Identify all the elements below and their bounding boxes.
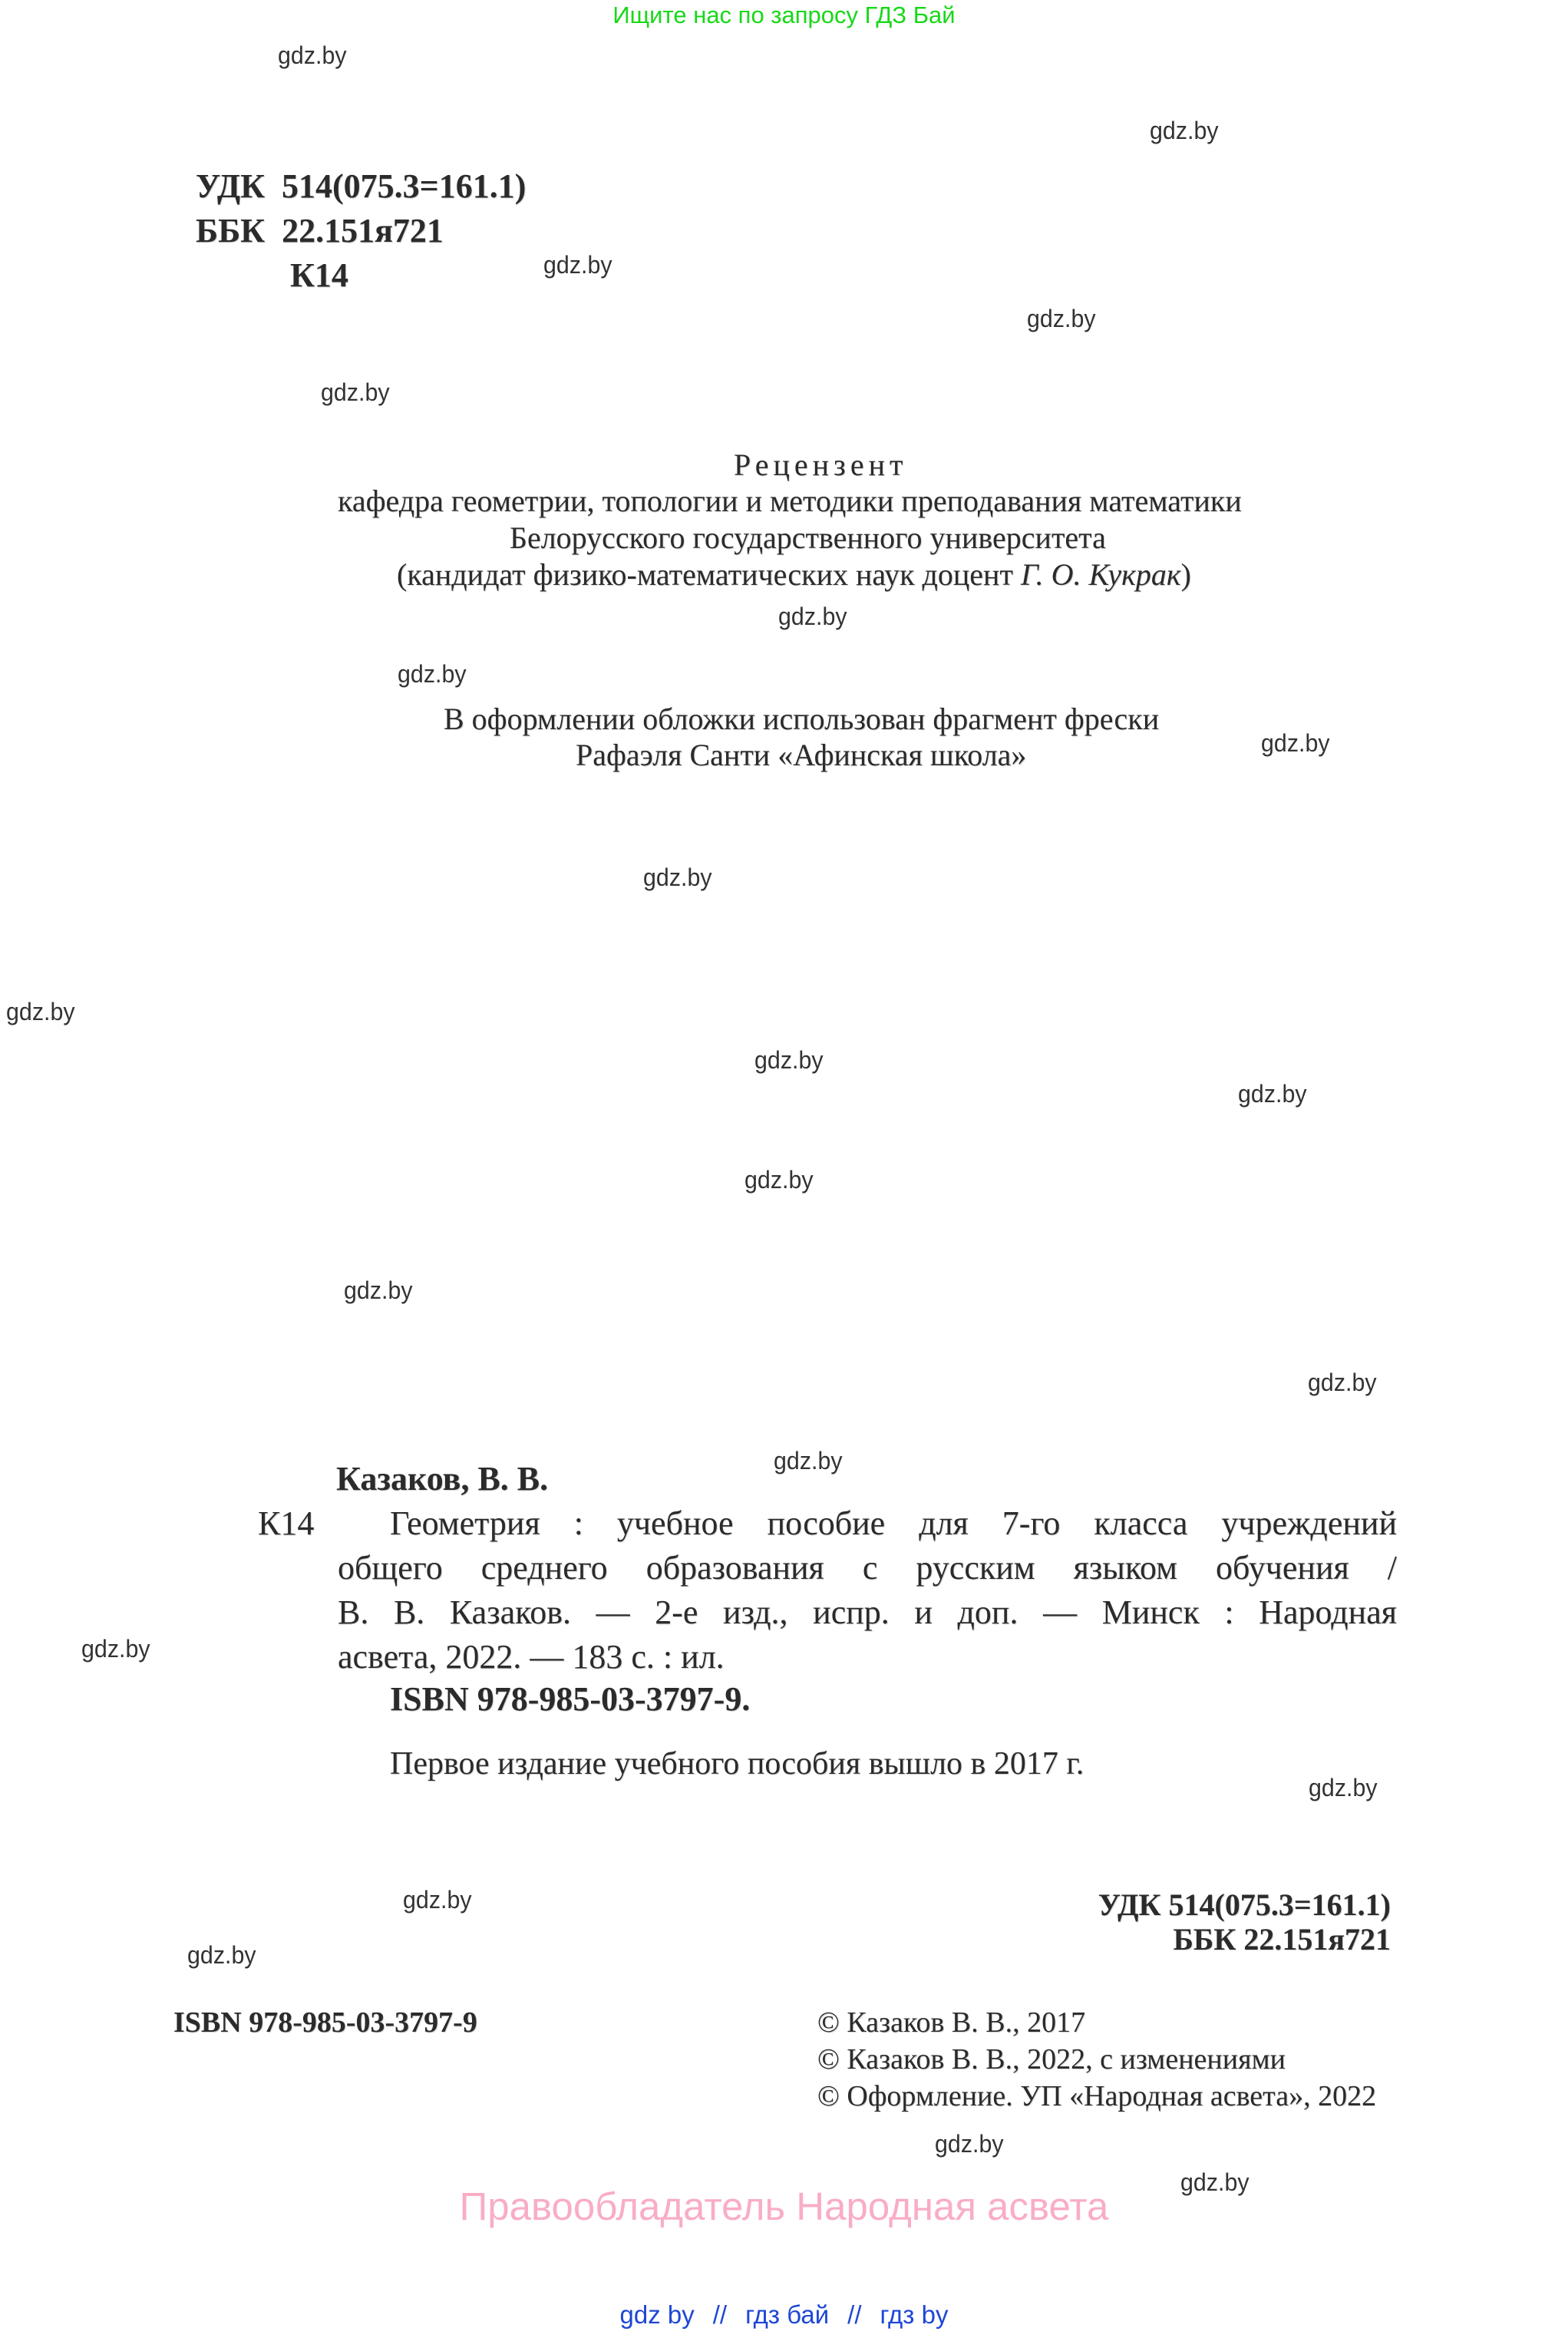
reviewer-line-1: кафедра геометрии, топологии и методики преподавания математики bbox=[338, 484, 1242, 518]
bibliography-line-1: Геометрия : учебное пособие для 7-го класса учреждений bbox=[390, 1504, 1397, 1542]
watermark: gdz.by bbox=[398, 660, 467, 688]
watermark: gdz.by bbox=[403, 1886, 472, 1914]
watermark: gdz.by bbox=[6, 998, 75, 1025]
rights-holder-banner: Правообладатель Народная асвета bbox=[459, 2184, 1109, 2228]
first-edition-note: Первое издание учебного пособия вышло в 2017 г. bbox=[390, 1746, 1084, 1782]
watermark: gdz.by bbox=[1308, 1369, 1377, 1396]
watermark: gdz.by bbox=[1238, 1080, 1307, 1108]
watermark: gdz.by bbox=[321, 378, 390, 406]
watermark: gdz.by bbox=[278, 41, 347, 69]
bibliography-line-4: асвета, 2022. — 183 с. : ил. bbox=[338, 1638, 725, 1676]
isbn-bottom: ISBN 978-985-03-3797-9 bbox=[173, 2006, 477, 2039]
udk-code-top: УДК 514(075.3=161.1) bbox=[196, 167, 527, 205]
copyright-line-1: © Казаков В. В., 2017 bbox=[817, 2006, 1086, 2039]
watermark: gdz.by bbox=[935, 2130, 1004, 2158]
bibliography-line-3: В. В. Казаков. — 2-е изд., испр. и доп. — Минск : Народная bbox=[338, 1593, 1397, 1631]
footer-separator: // bbox=[847, 2300, 862, 2329]
reviewer-degree-text: (кандидат физико-математических наук доцент bbox=[397, 557, 1021, 592]
watermark: gdz.by bbox=[1150, 117, 1219, 144]
watermark: gdz.by bbox=[1027, 305, 1096, 332]
watermark: gdz.by bbox=[774, 1447, 843, 1474]
cover-note-line-1: В оформлении обложки использован фрагмент фрески bbox=[444, 702, 1160, 736]
watermark: gdz.by bbox=[543, 251, 612, 279]
watermark: gdz.by bbox=[1261, 729, 1330, 757]
reviewer-heading: Рецензент bbox=[734, 447, 908, 482]
reviewer-line-3 bbox=[397, 556, 1191, 593]
watermark: gdz.by bbox=[1180, 2168, 1249, 2196]
reviewer-line-2: Белорусского государственного университета bbox=[510, 520, 1106, 555]
watermark: gdz.by bbox=[187, 1941, 256, 1969]
promo-banner: Ищите нас по запросу ГДЗ Бай bbox=[612, 2, 956, 28]
copyright-line-2: © Казаков В. В., 2022, с изменениями bbox=[817, 2043, 1286, 2075]
watermark: gdz.by bbox=[643, 864, 712, 891]
watermark: gdz.by bbox=[1309, 1774, 1378, 1801]
watermark: gdz.by bbox=[344, 1276, 413, 1304]
bibliography-author: Казаков, В. В. bbox=[336, 1460, 549, 1498]
author-sign-bibliography: К14 bbox=[258, 1504, 315, 1542]
footer-link-gdz-bai[interactable]: гдз бай bbox=[745, 2300, 830, 2329]
bibliography-line-2: общего среднего образования с русским языком обучения / bbox=[338, 1549, 1397, 1587]
reviewer-close-paren: ) bbox=[1180, 557, 1191, 592]
isbn-bibliography: ISBN 978-985-03-3797-9. bbox=[390, 1680, 751, 1718]
footer-link-gdz-by[interactable]: gdz by bbox=[619, 2300, 695, 2329]
author-sign-top: К14 bbox=[290, 256, 348, 294]
reviewer-name: Г. О. Кукрак bbox=[1020, 557, 1181, 592]
footer-link-gdz-by-2[interactable]: гдз by bbox=[880, 2300, 949, 2329]
cover-note-line-2: Рафаэля Санти «Афинская школа» bbox=[576, 738, 1027, 772]
bbk-code-bottom: ББК 22.151я721 bbox=[1173, 1922, 1391, 1957]
footer-links bbox=[0, 2300, 1568, 2330]
watermark: gdz.by bbox=[778, 603, 847, 630]
copyright-line-3: © Оформление. УП «Народная асвета», 2022 bbox=[817, 2080, 1377, 2112]
bbk-code-top: ББК 22.151я721 bbox=[196, 212, 444, 249]
watermark: gdz.by bbox=[81, 1635, 150, 1663]
udk-code-bottom: УДК 514(075.3=161.1) bbox=[1098, 1887, 1391, 1922]
watermark: gdz.by bbox=[754, 1046, 824, 1074]
footer-separator: // bbox=[712, 2300, 728, 2329]
watermark: gdz.by bbox=[744, 1166, 814, 1194]
